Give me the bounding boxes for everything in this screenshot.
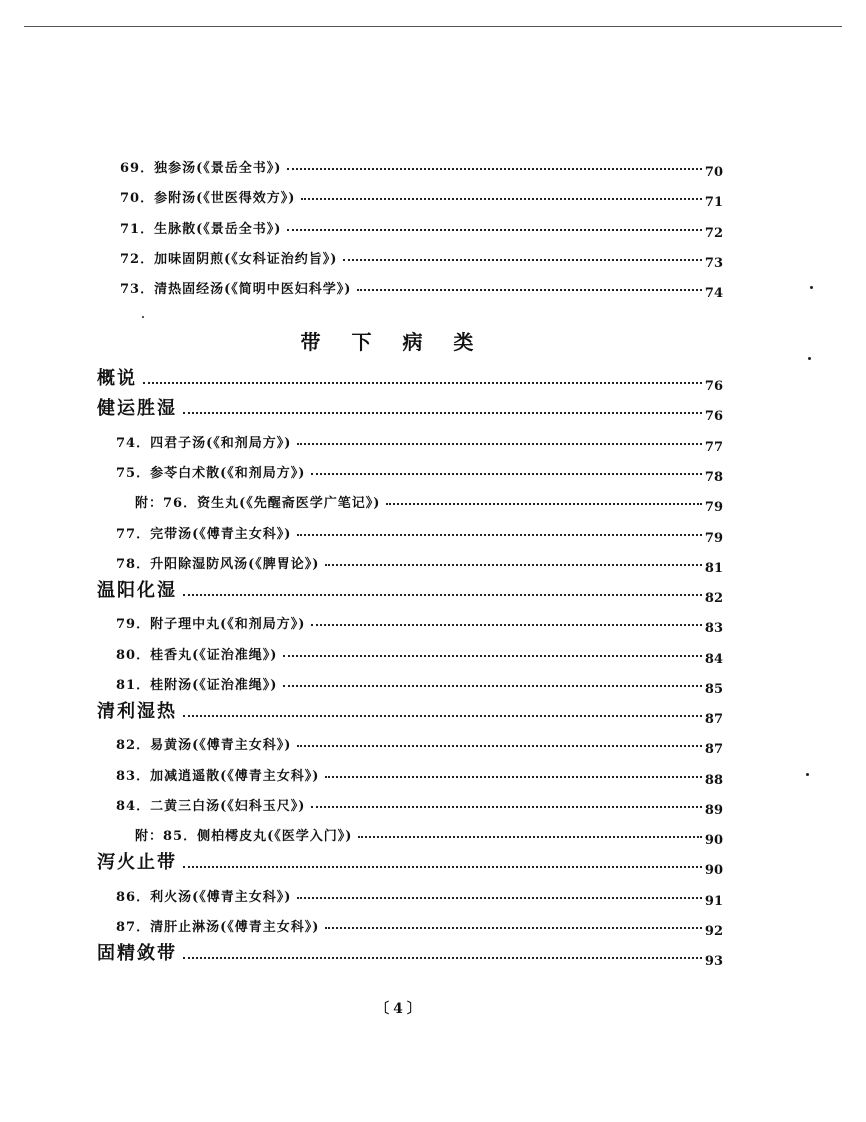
leader-dots bbox=[357, 289, 702, 291]
scan-speck bbox=[142, 316, 144, 318]
toc-category bbox=[97, 396, 723, 424]
entry-title: 72．加味固阴煎(《女科证治约旨》) bbox=[120, 252, 338, 267]
leader-dots bbox=[325, 564, 702, 566]
entry-page: 84 bbox=[704, 652, 723, 667]
leader-dots bbox=[297, 745, 702, 747]
toc-entry bbox=[116, 639, 723, 667]
leader-dots bbox=[297, 443, 702, 445]
leader-dots bbox=[183, 866, 702, 868]
toc-entry bbox=[116, 881, 723, 909]
entry-page: 90 bbox=[704, 863, 723, 878]
entry-page: 91 bbox=[704, 894, 723, 909]
toc-entry bbox=[120, 273, 723, 301]
leader-dots bbox=[325, 927, 702, 929]
entry-page: 87 bbox=[704, 712, 723, 727]
leader-dots bbox=[311, 806, 702, 808]
leader-dots bbox=[297, 897, 702, 899]
entry-title: 77．完带汤(《傅青主女科》) bbox=[116, 527, 292, 542]
entry-title: 71．生脉散(《景岳全书》) bbox=[120, 222, 282, 237]
entry-title: 附：85．侧柏樗皮丸(《医学入门》) bbox=[135, 829, 353, 844]
entry-title: 80．桂香丸(《证治准绳》) bbox=[116, 648, 278, 663]
toc-category bbox=[97, 578, 723, 606]
entry-page: 78 bbox=[704, 470, 723, 485]
entry-page: 77 bbox=[704, 440, 723, 455]
entry-page: 93 bbox=[704, 954, 723, 969]
entry-page: 76 bbox=[704, 379, 723, 394]
toc-entry bbox=[135, 820, 723, 848]
entry-page: 76 bbox=[704, 409, 723, 424]
leader-dots bbox=[143, 382, 702, 384]
leader-dots bbox=[325, 776, 702, 778]
entry-page: 92 bbox=[704, 924, 723, 939]
entry-title: 78．升阳除湿防风汤(《脾胃论》) bbox=[116, 557, 320, 572]
entry-page: 79 bbox=[704, 531, 723, 546]
toc-entry bbox=[120, 243, 723, 271]
category-title: 概说 bbox=[97, 368, 137, 389]
leader-dots bbox=[297, 534, 702, 536]
entry-page: 83 bbox=[704, 621, 723, 636]
category-title: 固精敛带 bbox=[97, 943, 177, 964]
scan-speck bbox=[810, 286, 813, 289]
leader-dots bbox=[311, 473, 702, 475]
entry-title: 87．清肝止淋汤(《傅青主女科》) bbox=[116, 920, 320, 935]
entry-title: 附：76．资生丸(《先醒斋医学广笔记》) bbox=[135, 496, 381, 511]
scan-speck bbox=[808, 357, 811, 360]
toc-entry bbox=[116, 608, 723, 636]
entry-page: 72 bbox=[704, 226, 723, 241]
entry-title: 82．易黄汤(《傅青主女科》) bbox=[116, 738, 292, 753]
toc-category bbox=[97, 941, 723, 969]
leader-dots bbox=[287, 229, 702, 231]
toc-entry bbox=[116, 729, 723, 757]
entry-page: 74 bbox=[704, 286, 723, 301]
entry-page: 82 bbox=[704, 591, 723, 606]
category-title: 温阳化湿 bbox=[97, 580, 177, 601]
entry-page: 79 bbox=[704, 500, 723, 515]
toc-entry bbox=[116, 457, 723, 485]
entry-page: 90 bbox=[704, 833, 723, 848]
leader-dots bbox=[301, 198, 702, 200]
leader-dots bbox=[311, 624, 702, 626]
category-title: 健运胜湿 bbox=[97, 398, 177, 419]
leader-dots bbox=[183, 715, 702, 717]
toc-entry bbox=[116, 669, 723, 697]
toc-entry bbox=[120, 213, 723, 241]
leader-dots bbox=[183, 957, 702, 959]
entry-title: 70．参附汤(《世医得效方》) bbox=[120, 191, 296, 206]
entry-title: 86．利火汤(《傅青主女科》) bbox=[116, 890, 292, 905]
scan-speck bbox=[806, 773, 809, 776]
entry-page: 89 bbox=[704, 803, 723, 818]
toc-entry bbox=[120, 152, 723, 180]
entry-page: 88 bbox=[704, 773, 723, 788]
entry-title: 73．清热固经汤(《简明中医妇科学》) bbox=[120, 282, 352, 297]
entry-title: 84．二黄三白汤(《妇科玉尺》) bbox=[116, 799, 306, 814]
toc-entry bbox=[116, 760, 723, 788]
category-title: 清利湿热 bbox=[97, 701, 177, 722]
leader-dots bbox=[183, 594, 702, 596]
entry-page: 87 bbox=[704, 742, 723, 757]
entry-page: 70 bbox=[704, 165, 723, 180]
toc-category bbox=[97, 699, 723, 727]
entry-page: 71 bbox=[704, 195, 723, 210]
toc-entry bbox=[116, 911, 723, 939]
leader-dots bbox=[183, 412, 702, 414]
leader-dots bbox=[386, 503, 702, 505]
entry-title: 81．桂附汤(《证治准绳》) bbox=[116, 678, 278, 693]
leader-dots bbox=[283, 685, 702, 687]
entry-title: 83．加减逍遥散(《傅青主女科》) bbox=[116, 769, 320, 784]
entry-title: 74．四君子汤(《和剂局方》) bbox=[116, 436, 292, 451]
entry-title: 69．独参汤(《景岳全书》) bbox=[120, 161, 282, 176]
toc-entry bbox=[116, 518, 723, 546]
entry-page: 85 bbox=[704, 682, 723, 697]
toc-entry bbox=[120, 182, 723, 210]
toc-entry bbox=[116, 427, 723, 455]
toc-entry bbox=[116, 790, 723, 818]
category-title: 泻火止带 bbox=[97, 852, 177, 873]
section-heading: 带 下 病 类 bbox=[300, 330, 486, 354]
entry-page: 81 bbox=[704, 561, 723, 576]
toc-entry bbox=[116, 548, 723, 576]
entry-title: 75．参苓白术散(《和剂局方》) bbox=[116, 466, 306, 481]
toc-category bbox=[97, 850, 723, 878]
leader-dots bbox=[343, 259, 702, 261]
leader-dots bbox=[283, 655, 702, 657]
entry-title: 79．附子理中丸(《和剂局方》) bbox=[116, 617, 306, 632]
entry-page: 73 bbox=[704, 256, 723, 271]
toc-category bbox=[97, 366, 723, 394]
leader-dots bbox=[358, 836, 702, 838]
toc-entry bbox=[135, 487, 723, 515]
leader-dots bbox=[287, 168, 702, 170]
page-number: 〔4〕 bbox=[375, 1001, 425, 1017]
